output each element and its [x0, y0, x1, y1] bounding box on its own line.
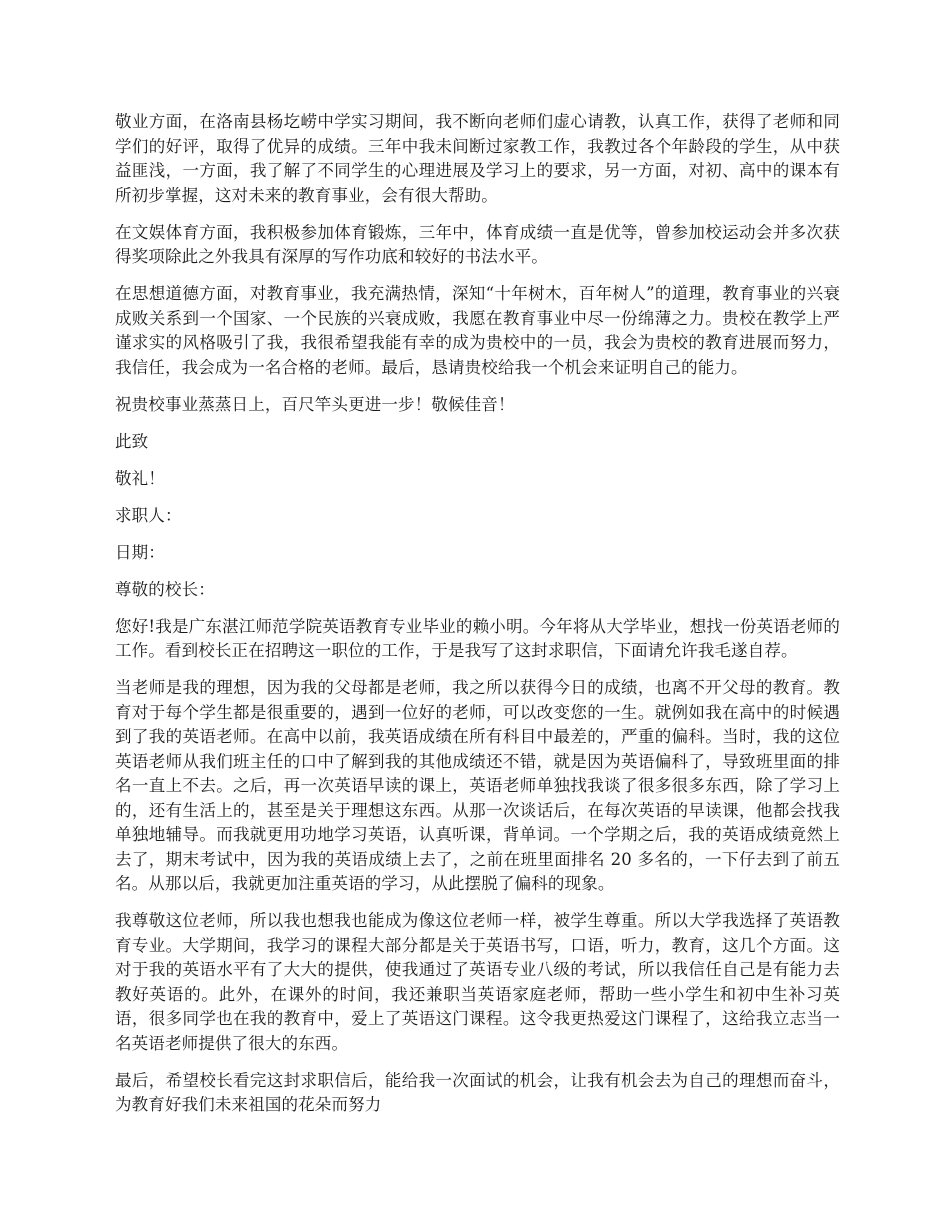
paragraph-ideal: 当老师是我的理想，因为我的父母都是老师，我之所以获得今日的成绩，也离不开父母的教育。教育对于每个学生都是很重要的，遇到一位好的老师，可以改变您的一生。就例如我在高中的时候遇到了我的英语老师。在高中以前，我英语成绩在所有科目中最差的，严重的偏科。当时，我的这位英语老师从我们班主任的口中了解到我的其他成绩还不错，就是因为英语偏科了，导致班里面的排名一直上不去。之后，再一次英语早读的课上，英语老师单独找我谈了很多很多东西，除了学习上的，还有生活上的，甚至是关于理想这东西。从那一次谈话后，在每次英语的早读课，他都会找我单独地辅导。而我就更用功地学习英语，认真听课，背单词。一个学期之后，我的英语成绩竟然上去了，期末考试中，因为我的英语成绩上去了，之前在班里面排名 20 多名的，一下仔去到了前五名。从那以后，我就更加注重英语的学习，从此摆脱了偏科的现象。	[115, 678, 840, 893]
paragraph-morality: 在思想道德方面，对教育事业，我充满热情，深知“十年树木，百年树人”的道理，教育事业的兴衰成败关系到一个国家、一个民族的兴衰成败，我愿在教育事业中尽一份绵薄之力。贵校在教学上严谨求实的风格吸引了我，我很希望我能有幸的成为贵校中的一员，我会为贵校的教育进展而努力，我信任，我会成为一名合格的老师。最后，恳请贵校给我一个机会来证明自己的能力。	[115, 284, 840, 377]
paragraph-sports: 在文娱体育方面，我积极参加体育锻炼，三年中，体育成绩一直是优等，曾参加校运动会并多次获得奖项除此之外我具有深厚的写作功底和较好的书法水平。	[115, 222, 840, 266]
closing-salutation: 此致	[115, 431, 149, 451]
paragraph-conclusion: 最后，希望校长看完这封求职信后，能给我一次面试的机会，让我有机会去为自己的理想而奋斗，为教育好我们未来祖国的花朵而努力	[115, 1070, 840, 1114]
paragraph-dedication: 敬业方面，在洛南县杨圪崂中学实习期间，我不断向老师们虚心请教，认真工作，获得了老师和同学们的好评，取得了优异的成绩。三年中我未间断过家教工作，我教过各个年龄段的学生，从中获益匪浅，一方面，我了解了不同学生的心理进展及学习上的要求，另一方面，对初、高中的课本有所初步掌握，这对未来的教育事业，会有很大帮助。	[115, 112, 840, 205]
paragraph-respect: 我尊敬这位老师，所以我也想我也能成为像这位老师一样，被学生尊重。所以大学我选择了英语教育专业。大学期间，我学习的课程大部分都是关于英语书写，口语，听力，教育，这几个方面。这对于我的英语水平有了大大的提供，使我通过了英语专业八级的考试，所以我信任自己是有能力去教好英语的。此外，在课外的时间，我还兼职当英语家庭老师，帮助一些小学生和初中生补习英语，很多同学也在我的教育中，爱上了英语这门课程。这令我更热爱这门课程了，这给我立志当一名英语老师提供了很大的东西。	[115, 911, 840, 1053]
date-line: 日期：	[115, 542, 165, 562]
closing-regards: 敬礼！	[115, 468, 165, 488]
letter-document	[115, 110, 840, 1130]
paragraph-introduction: 您好!我是广东湛江师范学院英语教育专业毕业的赖小明。今年将从大学毕业，想找一份英语老师的工作。看到校长正在招聘这一职位的工作，于是我写了这封求职信，下面请允许我毛遂自荐。	[115, 616, 840, 660]
paragraph-wishes: 祝贵校事业蒸蒸日上，百尺竿头更进一步！敬候佳音！	[115, 394, 515, 414]
greeting-principal: 尊敬的校长：	[115, 579, 215, 599]
applicant-line: 求职人：	[115, 505, 182, 525]
